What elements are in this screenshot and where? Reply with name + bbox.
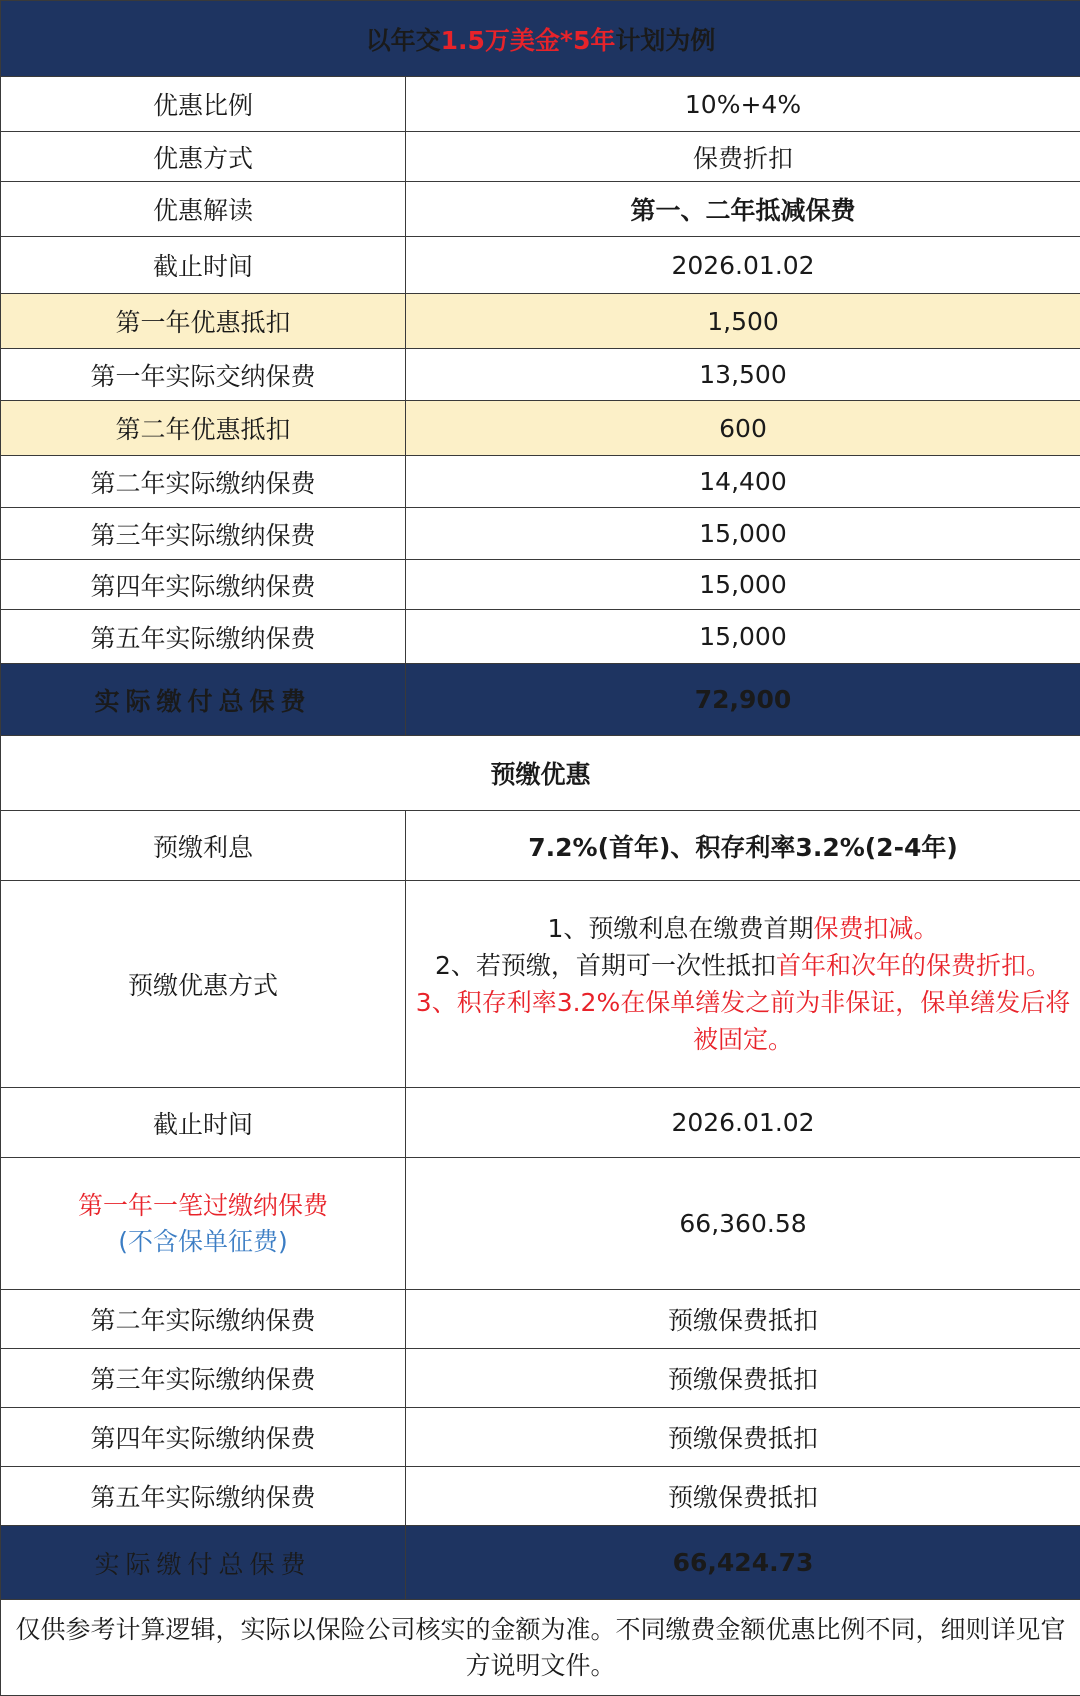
table-row [1,811,1080,881]
total-row [1,1526,1080,1600]
table-row [1,1290,1080,1349]
row-label: 第五年实际缴纳保费 [1,1467,406,1526]
row-label: 第三年实际缴纳保费 [1,508,406,560]
total-row [1,664,1080,736]
footnote-row [1,1600,1080,1696]
row-value: 预缴保费抵扣 [406,1349,1080,1408]
lump-sum-sublabel: (不含保单征费) [7,1224,399,1260]
row-value: 14,400 [406,456,1080,508]
row-value: 2026.01.02 [406,1088,1080,1158]
table-row [1,560,1080,610]
row-value: 7.2%(首年)、积存利率3.2%(2-4年) [406,811,1080,881]
row-value: 1,500 [406,294,1080,349]
method-line-2: 2、若预缴，首期可一次性抵扣首年和次年的保费折扣。 [412,947,1074,984]
row-label: 第四年实际缴纳保费 [1,560,406,610]
total-label: 实际缴付总保费 [1,1526,406,1600]
table-row-highlight [1,294,1080,349]
row-value: 13,500 [406,349,1080,401]
prepay-method-text [406,881,1080,1088]
row-value: 预缴保费抵扣 [406,1408,1080,1467]
row-label: 预缴优惠方式 [1,881,406,1088]
title-prefix: 以年交 [366,26,441,55]
lump-sum-label: 第一年一笔过缴纳保费 [7,1188,399,1224]
row-label: 优惠比例 [1,77,406,132]
row-label: 预缴利息 [1,811,406,881]
table-title [1,1,1080,77]
row-label: 截止时间 [1,237,406,294]
row-label: 第四年实际缴纳保费 [1,1408,406,1467]
table-row [1,456,1080,508]
row-value: 2026.01.02 [406,237,1080,294]
row-label: 第一年实际交纳保费 [1,349,406,401]
table-row [1,610,1080,664]
title-suffix: 计划为例 [615,26,715,55]
table-row [1,1467,1080,1526]
title-row [1,1,1080,77]
total-value: 72,900 [406,664,1080,736]
table-row [1,1349,1080,1408]
row-label: 第五年实际缴纳保费 [1,610,406,664]
table-row [1,1408,1080,1467]
row-label: 第一年优惠抵扣 [1,294,406,349]
total-value: 66,424.73 [406,1526,1080,1600]
row-value: 预缴保费抵扣 [406,1467,1080,1526]
table-row-highlight [1,401,1080,456]
row-value: 15,000 [406,560,1080,610]
row-value: 600 [406,401,1080,456]
row-label: 第三年实际缴纳保费 [1,1349,406,1408]
footnote: 仅供参考计算逻辑，实际以保险公司核实的金额为准。不同缴费金额优惠比例不同，细则详见官方说明文件。 [1,1600,1080,1696]
title-highlight: 1.5万美金*5年 [441,26,616,55]
row-value: 15,000 [406,508,1080,560]
table-row [1,349,1080,401]
table-row [1,508,1080,560]
method-line-1: 1、预缴利息在缴费首期保费扣减。 [412,910,1074,947]
table-row [1,237,1080,294]
table-row [1,182,1080,237]
row-value: 66,360.58 [406,1158,1080,1290]
row-label: 优惠解读 [1,182,406,237]
total-label: 实际缴付总保费 [1,664,406,736]
row-value: 保费折扣 [406,132,1080,182]
section-title: 预缴优惠 [1,736,1080,811]
table-row [1,1158,1080,1290]
row-value: 10%+4% [406,77,1080,132]
section-header-row [1,736,1080,811]
row-label: 优惠方式 [1,132,406,182]
table-row [1,1088,1080,1158]
method-line-3: 3、积存利率3.2%在保单缮发之前为非保证，保单缮发后将被固定。 [412,984,1074,1058]
row-value: 15,000 [406,610,1080,664]
row-value: 第一、二年抵减保费 [406,182,1080,237]
table-row [1,132,1080,182]
row-label: 第二年实际缴纳保费 [1,456,406,508]
row-label [1,1158,406,1290]
row-label: 第二年实际缴纳保费 [1,1290,406,1349]
row-value: 预缴保费抵扣 [406,1290,1080,1349]
row-label: 第二年优惠抵扣 [1,401,406,456]
table-row [1,881,1080,1088]
table-row [1,77,1080,132]
row-label: 截止时间 [1,1088,406,1158]
